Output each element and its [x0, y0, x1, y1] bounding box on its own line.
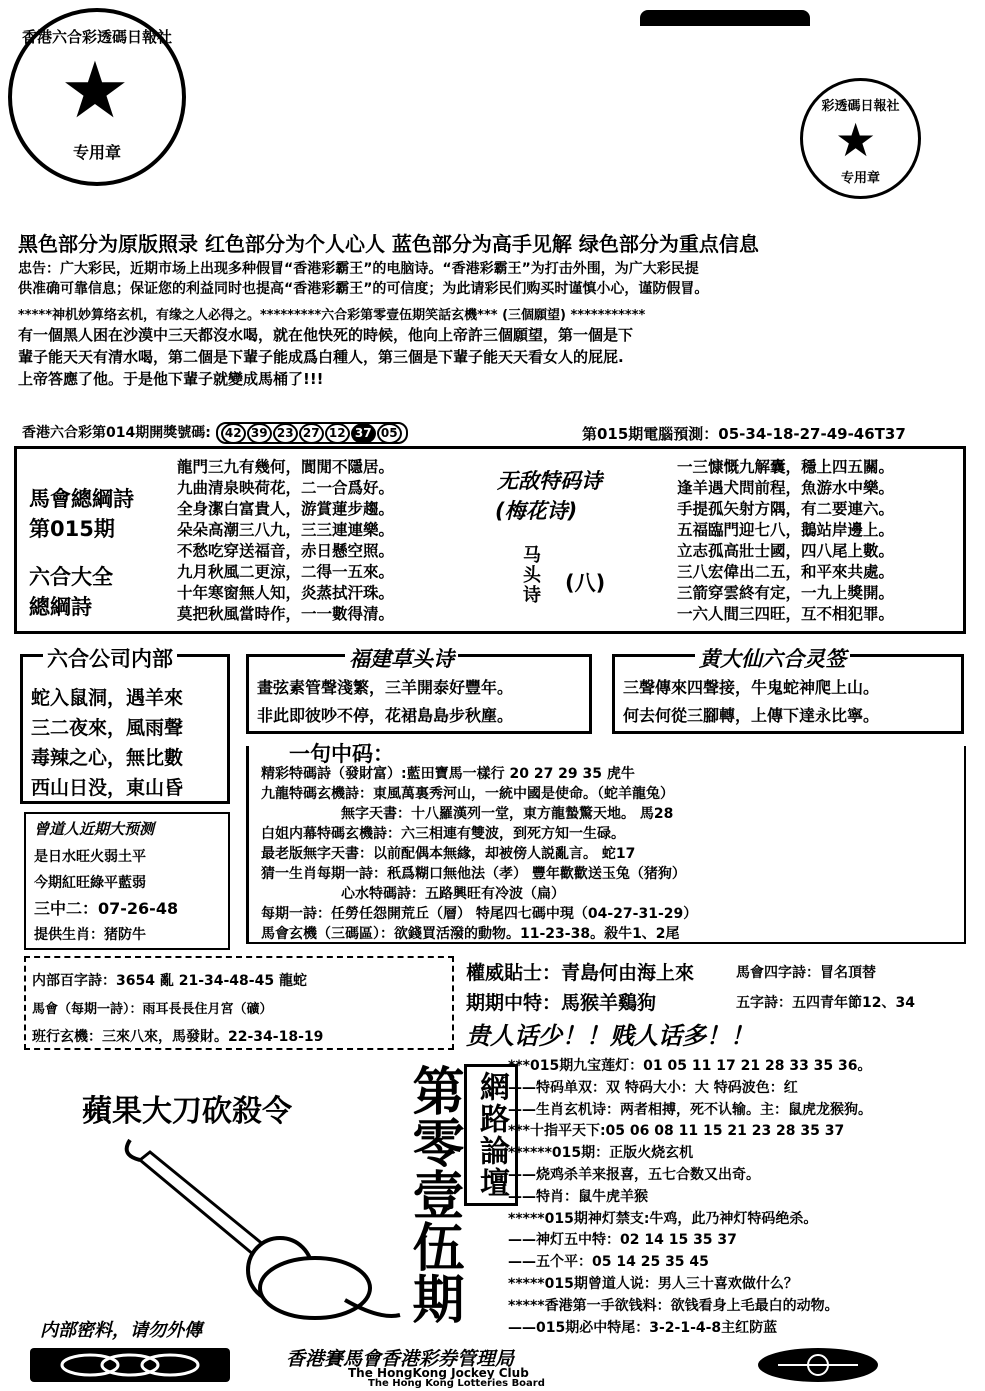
fujian-box	[246, 647, 592, 734]
seal-left	[8, 8, 186, 186]
internal-line-2: 馬會（每期一詩）：雨耳長長住月宮（礦）	[32, 1002, 273, 1017]
draw-prediction: 第015期電腦預測：05-34-18-27-49-46T37	[582, 425, 906, 443]
authority-line-2b: 五字詩：五四青年節12、34	[736, 995, 915, 1011]
poem-line: 九月秋風二更涼，二得一五來。	[177, 563, 395, 581]
forum-line: ——神灯五中特：02 14 15 35 37	[508, 1232, 737, 1249]
footer	[0, 1346, 985, 1391]
forum-line: *****015期曾道人说：男人三十喜欢做什么？	[508, 1275, 798, 1292]
draw-ball: 05	[377, 423, 402, 444]
poem-line: 一六人間三四旺，互不相犯罪。	[677, 605, 895, 623]
logo-icon	[30, 1348, 230, 1382]
authority-line-1: 權威貼士：青島何由海上來	[466, 962, 695, 984]
joke-line-2: 輩子能天天有清水喝，第二個是下輩子能成爲白種人，第三個是下輩子能天天看女人的屁屁.	[18, 348, 624, 366]
mid-answer: (八)	[565, 571, 606, 595]
poem-line: 龍門三九有幾何，閬閒不隱居。	[177, 458, 395, 476]
poem-line: 不愁吃穿送福音，赤日懸空照。	[177, 542, 395, 560]
zengdao-title: 曾道人近期大预测	[34, 820, 155, 838]
draw-ball: 23	[273, 423, 298, 444]
seal-right-ring: 彩透碼日報社	[821, 99, 900, 114]
forum-line: ——生肖玄机诗：两者相搏，死不认输。主：鼠虎龙猴狗。	[508, 1101, 872, 1118]
authority-line-1b: 馬會四字詩：冒名頂替	[736, 965, 876, 981]
internal-box	[24, 956, 454, 1050]
draw-ball: 12	[325, 423, 350, 444]
yiju-line: 九龍特碼玄機詩：東風萬裏秀河山，一統中國是使命。（蛇羊龍兔）	[261, 786, 674, 802]
forum-line: *****香港第一手欲钱料：欲钱看身上毛最白的动物。	[508, 1297, 839, 1314]
poem-line: 立志孤高壯士國，四八尾上數。	[677, 542, 895, 560]
seal-right	[800, 78, 921, 199]
main-poem-left	[177, 457, 487, 625]
draw-ball: 39	[247, 423, 272, 444]
yiju-box	[246, 742, 966, 944]
zengdao-line: 今期紅旺綠平藍弱	[34, 875, 146, 891]
poem-line: 全身潔白富貴人，游賞蓮步趨。	[177, 500, 395, 518]
fujian-title: 福建草头诗	[345, 643, 458, 673]
notice-line-1: 忠告：广大彩民，近期市场上出现多种假冒“香港彩霸王”的电脑诗。“香港彩霸王”为打击外围，为广大彩民提	[18, 261, 699, 277]
poem-line: 手提孤矢射方隅，有二要連六。	[677, 500, 895, 518]
yiju-line: 白姐内幕特碼玄機詩：六三相連有雙波，到死方知一生碌。	[261, 826, 625, 842]
forum-line: ***015期九宝莲灯：01 05 11 17 21 28 33 35 36。	[508, 1058, 872, 1074]
yiju-lines	[261, 764, 697, 944]
forum-lines	[508, 1056, 872, 1339]
joke-line-1: 有一個黑人困在沙漠中三天都沒水喝，就在他快死的時候，他向上帝許三個願望，第一個是下	[18, 326, 634, 344]
zengdao-line: 是日水旺火弱土平	[34, 849, 146, 865]
company-line: 西山日没，東山昏	[31, 777, 184, 799]
huang-title: 黄大仙六合灵签	[695, 643, 850, 673]
poem-line: 五福臨門迎七八，鵝站岸邊上。	[677, 521, 895, 539]
forum-line: ——特码单双：双 特码大小：大 特码波色：红	[508, 1079, 798, 1096]
draw-balls	[216, 422, 408, 444]
seal-right-center: 专用章	[840, 171, 880, 186]
mid-note: 马头诗	[520, 545, 541, 605]
star-icon: ★	[835, 113, 877, 167]
poem-line: 三箭穿雲終有定，一九上獎開。	[677, 584, 895, 602]
footer-en-2: The Hong Kong Lotteries Board	[368, 1378, 545, 1389]
company-title: 六合公司内部	[43, 643, 177, 673]
footer-logo-right	[758, 1348, 878, 1382]
color-legend: 黑色部分为原版照录 红色部分为个人心人 蓝色部分为高手见解 绿色部分为重点信息	[18, 232, 759, 256]
forum-vertical-1: 第零壹伍期	[403, 1064, 463, 1324]
forum-vertical-2: 網路論壇	[464, 1064, 518, 1206]
footer-cn: 香港賽馬會香港彩券管理局	[286, 1348, 515, 1370]
authority-line-2: 期期中特：馬猴羊鷄狗	[466, 992, 657, 1014]
header-fragment	[640, 10, 810, 26]
poem-line: 九曲清泉映荷花，二一合爲好。	[177, 479, 395, 497]
yiju-line: 每期一詩：任勞任怨開荒丘（層） 特尾四七碼中現（04-27-31-29）	[261, 906, 698, 922]
poem-line: 莫把秋風當時作，一一數得清。	[177, 605, 395, 623]
poem-line: 逢羊遇犬問前程，魚游水中樂。	[677, 479, 895, 497]
draw-label: 香港六合彩第014期開獎號碼:	[22, 425, 211, 441]
company-line: 蛇入鼠洞，遇羊來	[31, 687, 184, 709]
internal-line-3: 班行玄機：三來八來，馬發財。22-34-18-19	[32, 1029, 324, 1045]
company-lines	[31, 683, 183, 803]
zengdao-box	[24, 812, 230, 950]
logo-icon	[758, 1348, 878, 1382]
poem-line: 朵朵高潮三八九，三三連連樂。	[177, 521, 395, 539]
main-poem-box	[14, 446, 966, 634]
yiju-line: 猜一生肖每期一詩：秖爲糊口無他法（孝） 豐年歡歡送玉兔（猪狗）	[261, 866, 686, 882]
poem-line: 一三慷慨九解囊，穩上四五關。	[677, 458, 895, 476]
apple-note: 内部密料，请勿外傳	[40, 1320, 202, 1341]
huang-box	[612, 647, 964, 734]
forum-line: ——015期必中特尾：3-2-1-4-8主红防蓝	[508, 1319, 778, 1336]
huang-line-1: 三聲傳來四聲接，牛鬼蛇神爬上山。	[623, 678, 880, 697]
joke-header: *****神机妙算络玄机，有缘之人必得之。*********六合彩第零壹伍期笑話玄機*** (三個願望) ***********	[18, 308, 646, 323]
company-line: 毒辣之心，無比數	[31, 747, 184, 769]
yiju-line: 無字天書：十八羅漢列一堂，東方龍蟄驚天地。 馬28	[341, 806, 674, 822]
poem-line: 三八宏偉出二五，和平來共處。	[677, 563, 895, 581]
internal-line-1: 内部百字詩：3654 亂 21-34-48-45 龍蛇	[32, 973, 307, 989]
main-poem-title-2: 第015期	[29, 517, 115, 541]
forum-line: *****015期神灯禁支:牛鸡，此乃神灯特码绝杀。	[508, 1210, 818, 1227]
company-box	[20, 647, 230, 804]
fujian-line-2: 非此即彼吵不停，花裙島島步秋塵。	[257, 706, 514, 725]
yiju-line: 馬會玄機（三碼區）：欲錢買活潑的動物。11-23-38。殺牛1、2尾	[261, 926, 680, 942]
mid-subtitle: (梅花诗)	[495, 499, 578, 523]
draw-row	[22, 422, 408, 444]
star-icon: ★	[60, 46, 130, 136]
apple-title: 蘋果大刀砍殺令	[82, 1094, 292, 1129]
forum-line: ——烧鸡杀羊来报喜，五七合数又出奇。	[508, 1166, 760, 1183]
zengdao-line: 三中二：07-26-48	[34, 899, 179, 918]
zengdao-line: 提供生肖：猪防牛	[34, 927, 146, 943]
main-poem-title-3: 六合大全	[29, 565, 113, 589]
seal-left-center: 专用章	[72, 143, 121, 162]
seal-left-ring: 香港六合彩透碼日報社	[22, 28, 173, 46]
forum-line: ——特肖：鼠牛虎羊猴	[508, 1188, 648, 1205]
main-poem-title-4: 總綱詩	[29, 595, 92, 619]
notice-line-2: 供准确可靠信息；保证您的利益同时也提高“香港彩霸王”的可信度；为此请彩民们购买时谨慎小心，谨防假冒。	[18, 281, 709, 297]
joke-line-3: 上帝答應了他。于是他下輩子就變成馬桶了!!!	[18, 370, 324, 388]
fujian-line-1: 畫弦素管聲淺繁，三羊開泰好豐年。	[257, 678, 514, 697]
sword-illustration	[110, 1130, 410, 1330]
authority-slogan: 贵人话少！！贱人话多！！	[466, 1022, 754, 1050]
footer-en-1: The HongKong Jockey Club	[348, 1366, 529, 1380]
footer-logo-left	[30, 1348, 230, 1382]
draw-ball: 27	[299, 423, 324, 444]
yiju-title: 一句中码：	[285, 738, 398, 768]
draw-ball: 42	[221, 423, 246, 444]
yiju-line: 最老版無字天書：以前配偶本無緣，却被傍人説亂言。 蛇17	[261, 846, 636, 862]
mid-title: 无敌特码诗	[497, 469, 602, 493]
yiju-line: 心水特碼詩：五路興旺有冷波（扁）	[341, 886, 565, 902]
forum-line: ***十指平天下:05 06 08 11 15 21 23 28 35 37	[508, 1123, 845, 1140]
company-line: 三二夜來，風雨聲	[31, 717, 184, 739]
main-poem-right	[677, 457, 967, 625]
yiju-line: 精彩特碼詩（發財富）:藍田寶馬一樣行 20 27 29 35 虎牛	[261, 766, 635, 782]
forum-line: ——五个平：05 14 25 35 45	[508, 1254, 709, 1271]
huang-line-2: 何去何從三腳轉，上傳下達永比寧。	[623, 706, 880, 725]
zengdao-lines	[34, 844, 178, 948]
draw-ball-special: 37	[351, 423, 376, 444]
forum-line: ******015期：正版火烧玄机	[508, 1145, 694, 1162]
main-poem-title-1: 馬會總綱詩	[29, 487, 134, 511]
poem-line: 十年寒窗無人知，炎蒸拭汗珠。	[177, 584, 395, 602]
